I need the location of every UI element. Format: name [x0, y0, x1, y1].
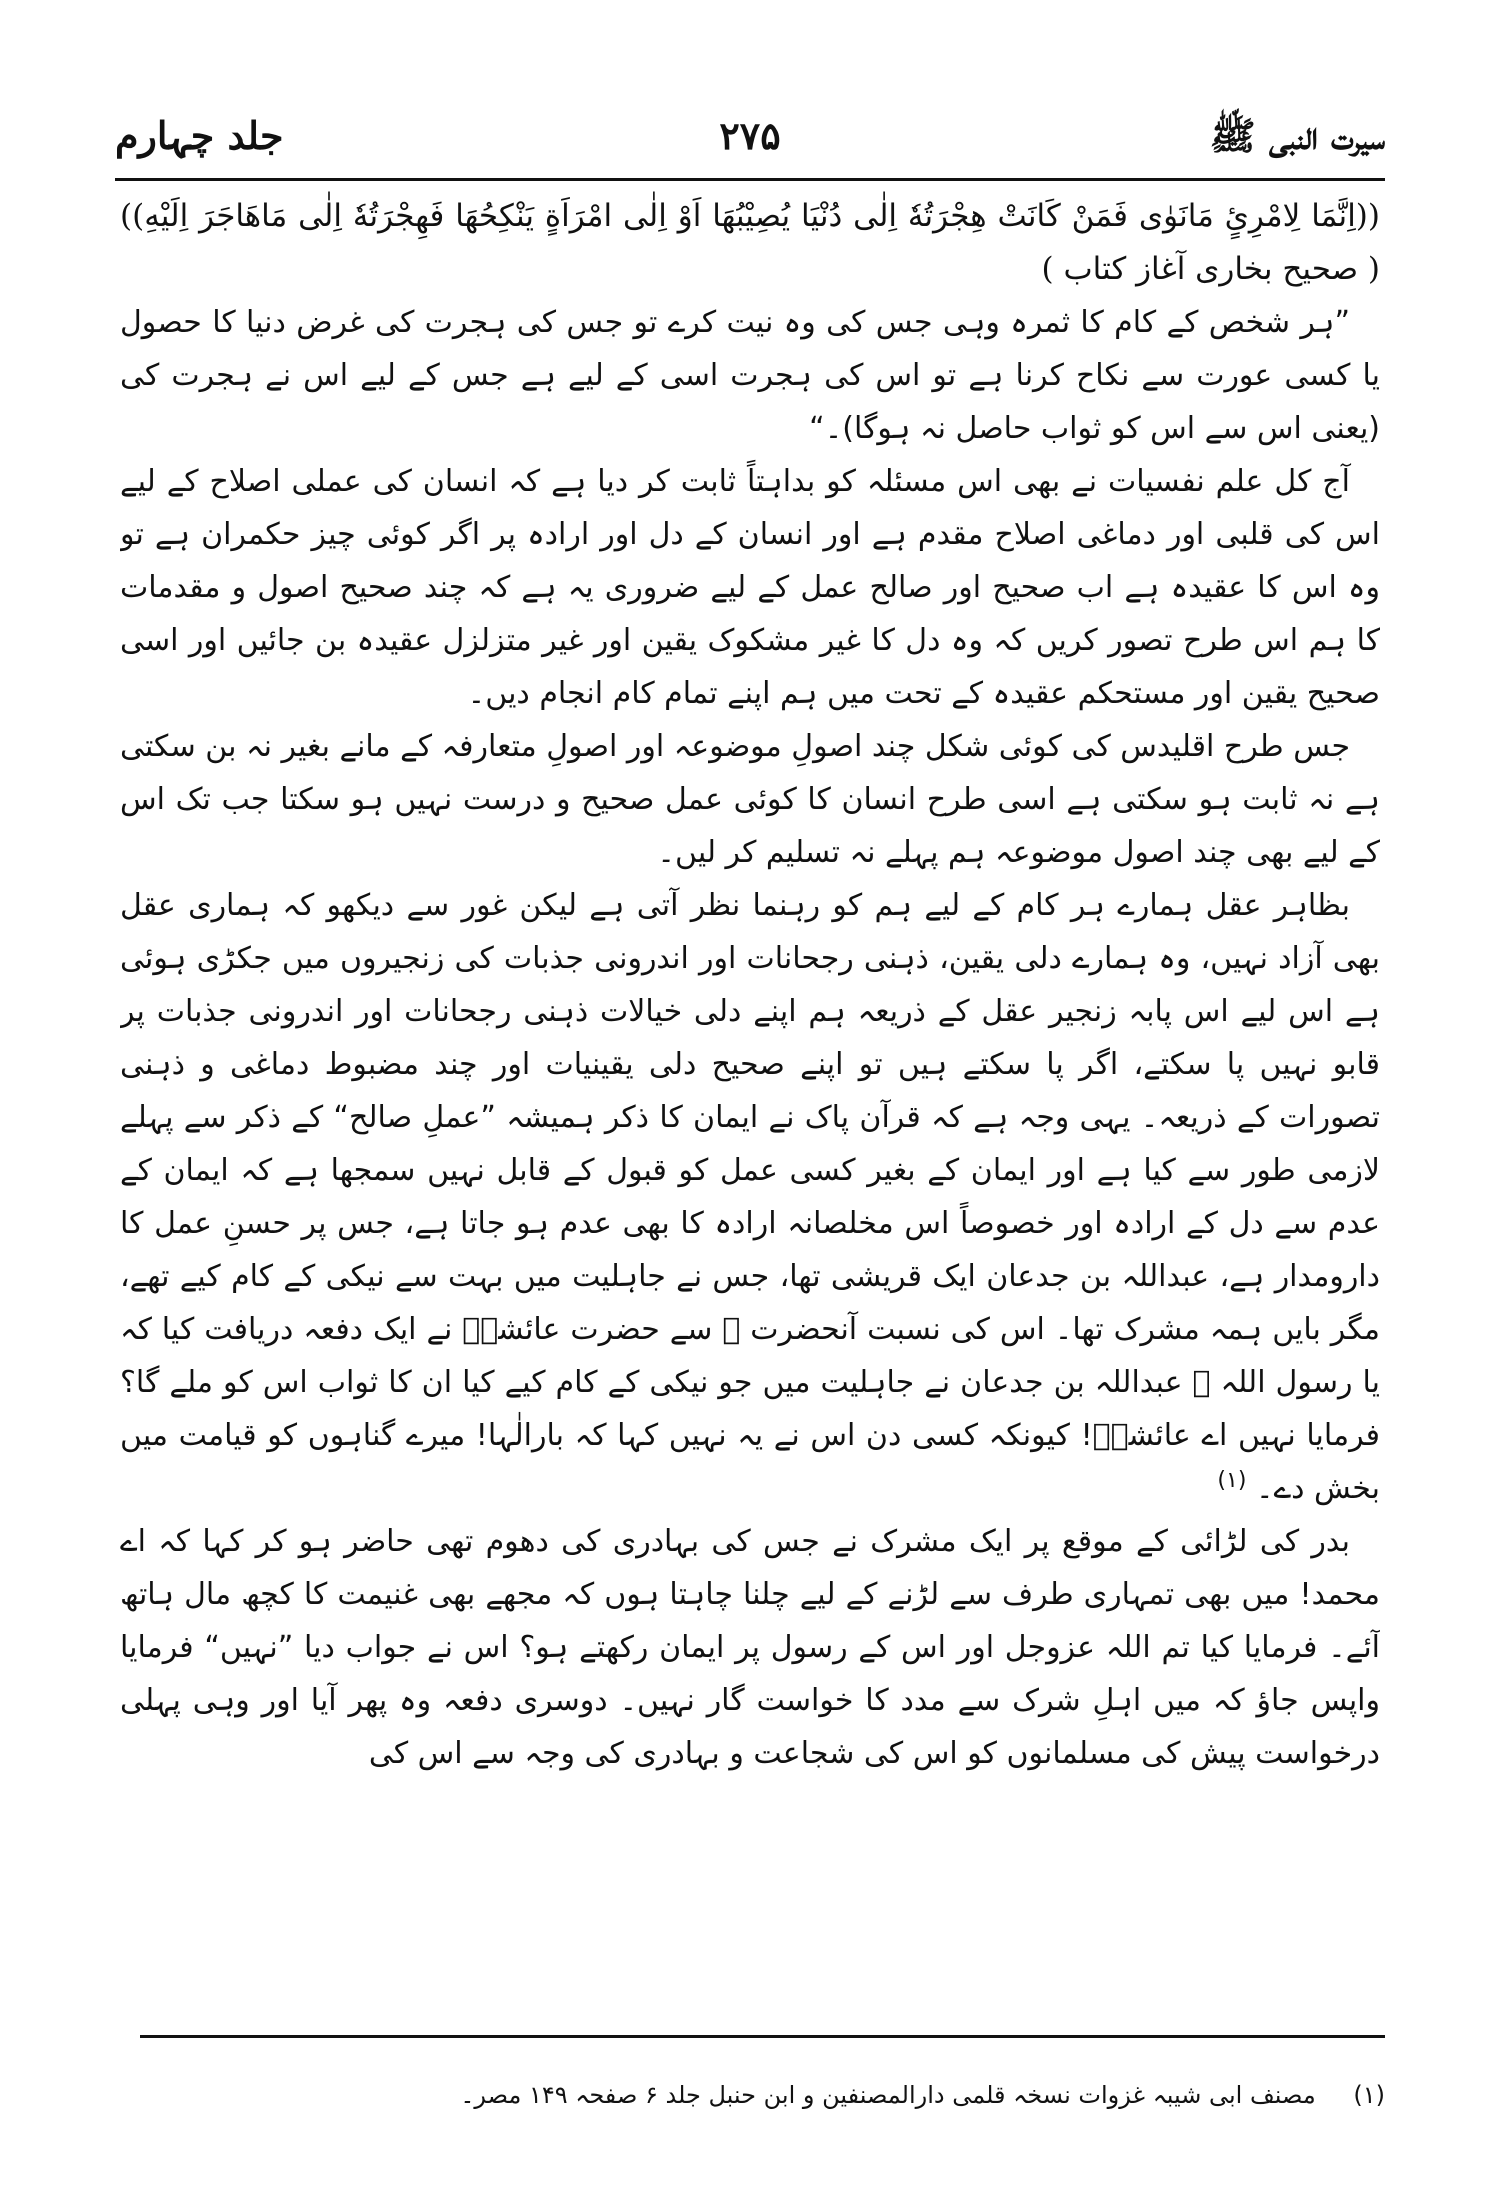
paragraph-4: بدر کی لڑائی کے موقع پر ایک مشرک نے جس کی بہادری کی دھوم تھی حاضر ہو کر کہا کہ اے محمد! میں بھی تمہاری طرف سے لڑنے کے لیے چلنا چاہتا ہوں کہ مجھے بھی غنیمت کا کچھ مال ہاتھ آئے۔ فرمایا کیا تم اللہ عزوجل اور اس کے رسول پر ایمان رکھتے ہو؟ اس نے جواب دیا ”نہیں“ فرمایا واپس جاؤ کہ میں اہلِ شرک سے مدد کا خواست گار نہیں۔ دوسری دفعہ وہ پھر آیا اور وہی پہلی درخواست پیش کی مسلمانوں کو اس کی شجاعت و بہادری کی وجہ سے اس کی: [120, 1524, 1380, 1771]
page-header: [115, 105, 1385, 175]
footnote-text: مصنف ابی شیبہ غزوات نسخہ قلمی دارالمصنفین و ابن حنبل جلد ۶ صفحہ ۱۴۹ مصر۔: [460, 2081, 1316, 2109]
hadith-arabic-text: ((اِنَّمَا لِامْرِئٍ مَانَوٰی فَمَنْ کَانَتْ هِجْرَتُهٗ اِلٰی دُنْیَا یُصِیْبُهَا اَوْ اِلٰی امْرَاَةٍ یَنْکِحُهَا فَهِجْرَتُهٗ اِلٰی مَاهَاجَرَ اِلَیْهِ)): [120, 198, 1380, 234]
footnote-divider: [140, 2035, 1385, 2038]
paragraph-2: جس طرح اقلیدس کی کوئی شکل چند اصولِ موضوعہ اور اصولِ متعارفہ کے مانے بغیر نہ بن سکتی ہے نہ ثابت ہو سکتی ہے اسی طرح انسان کا کوئی عمل صحیح و درست نہیں ہو سکتا جب تک اس کے لیے بھی چند اصول موضوعہ ہم پہلے نہ تسلیم کر لیں۔: [120, 729, 1380, 870]
footnote-number: (۱): [1353, 2081, 1385, 2109]
hadith-reference: ( صحیح بخاری آغاز کتاب ): [1041, 251, 1380, 287]
paragraph-3-text: بظاہر عقل ہمارے ہر کام کے لیے ہم کو رہنما نظر آتی ہے لیکن غور سے دیکھو کہ ہماری عقل بھی آزاد نہیں، وہ ہمارے دلی یقین، ذہنی رجحانات اور اندرونی جذبات کی زنجیروں میں جکڑی ہوئی ہے اس لیے اس پابہ زنجیر عقل کے ذریعہ ہم اپنے دلی خیالات ذہنی رجحانات اور اندرونی جذبات پر قابو نہیں پا سکتے، اگر پا سکتے ہیں تو اپنے صحیح دلی یقینیات اور چند مضبوط دماغی و ذہنی تصورات کے ذریعہ۔ یہی وجہ ہے کہ قرآن پاک نے ایمان کا ذکر ہمیشہ ”عملِ صالح“ کے ذکر سے پہلے لازمی طور سے کیا ہے اور ایمان کے بغیر کسی عمل کو قبول کے قابل نہیں سمجھا ہے کہ ایمان کے عدم سے دل کے ارادہ اور خصوصاً اس مخلصانہ ارادہ کا بھی عدم ہو جاتا ہے، جس پر حسنِ عمل کا دارومدار ہے، عبداللہ بن جدعان ایک قریشی تھا، جس نے جاہلیت میں بہت سے نیکی کے کام کیے تھے، مگر بایں ہمہ مشرک تھا۔ اس کی نسبت آنحضرت ﷺ سے حضرت عائشہؓ نے ایک دفعہ دریافت کیا کہ یا رسول اللہ ﷺ عبداللہ بن جدعان نے جاہلیت میں جو نیکی کے کام کیے کیا ان کا ثواب اس کو ملے گا؟ فرمایا نہیں اے عائشہؓ! کیونکہ کسی دن اس نے یہ نہیں کہا کہ بارالٰہا! میرے گناہوں کو قیامت میں بخش دے۔: [120, 888, 1380, 1506]
hadith-arabic: [120, 190, 1380, 296]
paragraph-3: [120, 879, 1380, 1515]
footnote: [140, 2075, 1385, 2115]
footnote-reference: (۱): [1217, 1468, 1247, 1493]
hadith-translation: ”ہر شخص کے کام کا ثمرہ وہی جس کی وہ نیت کرے تو جس کی ہجرت کی غرض دنیا کا حصول یا کسی عورت سے نکاح کرنا ہے تو اس کی ہجرت اسی کے لیے ہے جس کے لیے اس نے ہجرت کی (یعنی اس سے اس کو ثواب حاصل نہ ہوگا)۔“: [120, 305, 1380, 446]
page-number: ۲۷۵: [719, 113, 781, 158]
volume-label: جلد چہارم: [115, 113, 284, 158]
book-title: سیرت النبی ﷺ: [1209, 113, 1385, 158]
paragraph-1: آج کل علم نفسیات نے بھی اس مسئلہ کو بداہتاً ثابت کر دیا ہے کہ انسان کی عملی اصلاح کے لیے اس کی قلبی اور دماغی اصلاح مقدم ہے اور انسان کے دل اور ارادہ پر اگر کوئی چیز حکمران ہے تو وہ اس کا عقیدہ ہے اب صحیح اور صالح عمل کے لیے ضروری یہ ہے کہ چند صحیح اصول و مقدمات کا ہم اس طرح تصور کریں کہ وہ دل کا غیر مشکوک یقین اور غیر متزلزل عقیدہ بن جائیں اور اسی صحیح یقین اور مستحکم عقیدہ کے تحت میں ہم اپنے تمام کام انجام دیں۔: [120, 464, 1380, 711]
page-body: [120, 190, 1380, 1930]
header-divider: [115, 178, 1385, 181]
